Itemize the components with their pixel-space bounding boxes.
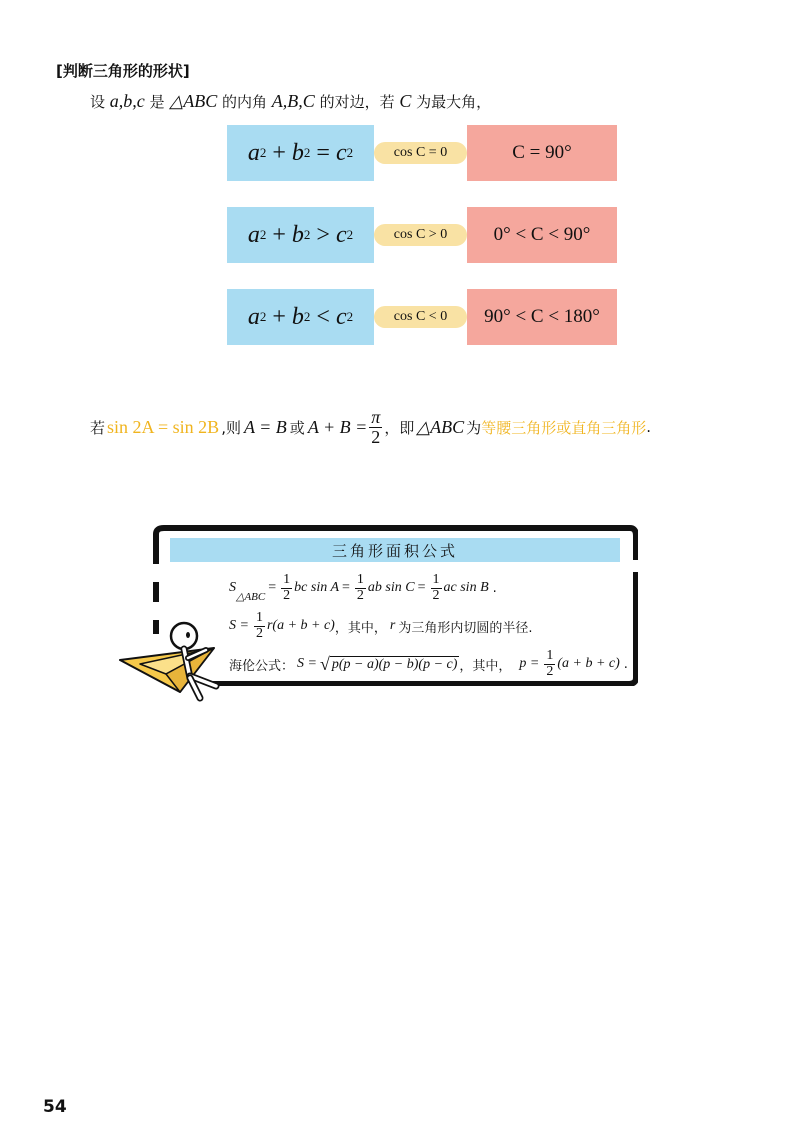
term-ac-sinB: ac sin B — [443, 580, 489, 595]
s-subscript: △ABC — [236, 590, 266, 603]
angle-result: 90° < C < 180° — [467, 289, 617, 345]
pi-symbol: π — [371, 406, 381, 427]
half — [544, 649, 555, 679]
case-c: c — [335, 139, 347, 166]
case-b: b — [291, 303, 304, 330]
two: 2 — [283, 587, 291, 603]
eq-sum-lhs: A + B = — [307, 416, 368, 437]
wei-text: 为 — [466, 418, 482, 437]
sqrt-sign: √ — [319, 653, 330, 674]
semi-perimeter-expression: (a + b + c) — [557, 656, 620, 671]
s-equals: S = — [229, 618, 249, 633]
sine-rule-line — [90, 402, 651, 452]
half — [281, 573, 292, 603]
s-equals: S = — [297, 656, 317, 671]
s-symbol: S — [229, 580, 236, 595]
r-symbol: r — [389, 618, 396, 633]
case-b: b — [291, 139, 304, 166]
case-condition: a 2 + b 2 > c 2 — [227, 207, 374, 263]
period: . — [492, 580, 497, 596]
term-bc-sinA: bc sin A — [294, 580, 340, 595]
one: 1 — [356, 571, 364, 587]
qizhong-text: ，其中， — [459, 658, 512, 674]
panel-title: 三角形面积公式 — [170, 538, 620, 562]
paper-plane-mascot-icon — [118, 618, 228, 703]
two: 2 — [546, 663, 554, 679]
or-text: 或 — [289, 418, 305, 437]
angle-result: 0° < C < 90° — [467, 207, 617, 263]
case-row-3 — [227, 289, 617, 345]
section-heading: [判断三角形的形状] — [56, 62, 190, 80]
equals: = — [342, 580, 350, 595]
intro-angles: A,B,C — [271, 91, 315, 111]
intro-line — [90, 91, 491, 112]
case-row-1 — [227, 125, 617, 181]
case-op: < — [316, 303, 330, 330]
case-op: = — [316, 139, 330, 166]
case-b: b — [291, 221, 304, 248]
intro-triangle: △ABC — [169, 91, 218, 111]
inradius-description: 为三角形内切圆的半径. — [398, 620, 533, 636]
equals: = — [417, 580, 426, 595]
intro-angles-text: 的内角 — [222, 93, 268, 111]
cos-condition-pill: cos C > 0 — [374, 224, 467, 246]
heron-radicand: p(p − a)(p − b)(p − c) — [331, 656, 458, 672]
intro-prefix: 设 — [90, 93, 106, 111]
case-condition: a 2 + b 2 < c 2 — [227, 289, 374, 345]
area-formula-1 — [229, 570, 497, 606]
inradius-expression: r(a + b + c) — [266, 618, 335, 633]
qizhong-text: ，其中， — [334, 620, 387, 636]
case-op: > — [316, 221, 330, 248]
cos-condition-pill: cos C = 0 — [374, 142, 467, 164]
two: 2 — [356, 587, 364, 603]
ze-text: ,则 — [221, 418, 241, 437]
intro-sides: a,b,c — [109, 91, 145, 111]
two: 2 — [432, 587, 440, 603]
one: 1 — [283, 571, 291, 587]
case-a: a — [247, 221, 260, 248]
triangle-abc: △ABC — [416, 416, 465, 437]
period: . — [646, 418, 651, 436]
one: 1 — [546, 647, 554, 663]
equals: = — [268, 580, 277, 595]
page-number: 54 — [43, 1097, 67, 1117]
intro-suffix: 为最大角， — [416, 93, 492, 111]
period: . — [623, 656, 628, 672]
area-formula-2 — [229, 608, 532, 644]
p-equals: p = — [519, 656, 540, 671]
pi-over-2 — [369, 408, 382, 447]
one: 1 — [255, 609, 263, 625]
cos-condition-pill: cos C < 0 — [374, 306, 467, 328]
sine-condition: sin 2A = sin 2B — [107, 416, 220, 437]
case-row-2 — [227, 207, 617, 263]
conclusion-highlight: 等腰三角形或直角三角形 — [481, 418, 647, 437]
case-condition: a 2 + b 2 = c 2 — [227, 125, 374, 181]
ruo-text: 若 — [90, 418, 106, 437]
intro-opposite: 的对边，若 — [319, 93, 395, 111]
case-c: c — [335, 221, 347, 248]
angle-result: C = 90° — [467, 125, 617, 181]
one: 1 — [432, 571, 440, 587]
heron-label: 海伦公式： — [229, 658, 295, 674]
case-c: c — [335, 303, 347, 330]
term-ab-sinC: ab sin C — [367, 580, 415, 595]
two: 2 — [255, 625, 263, 641]
half — [431, 573, 442, 603]
half — [254, 611, 265, 641]
denominator: 2 — [371, 426, 381, 447]
case-a: a — [247, 303, 260, 330]
case-a: a — [247, 139, 260, 166]
eq-a-equals-b: A = B — [243, 416, 287, 437]
intro-c: C — [399, 91, 412, 111]
intro-is: 是 — [149, 93, 165, 111]
ji-text: ，即 — [384, 418, 415, 437]
heron-formula — [229, 646, 628, 682]
half — [355, 573, 366, 603]
